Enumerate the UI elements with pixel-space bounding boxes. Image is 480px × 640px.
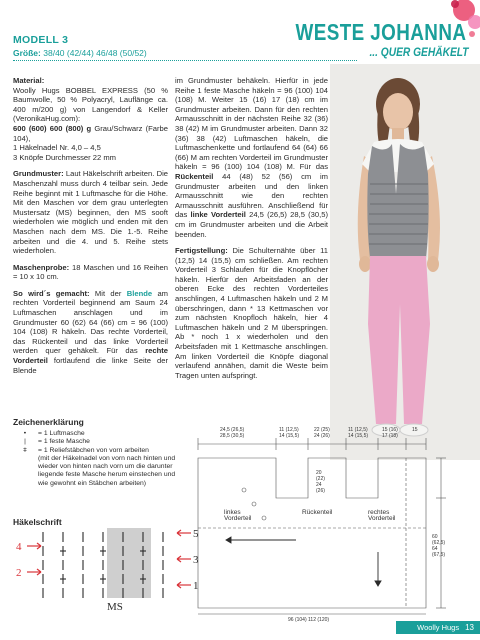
dim-right-front: 15 (16) 17 (18): [382, 427, 398, 439]
legend-text: = 1 feste Masche: [38, 438, 90, 446]
label-back: Rückenteil: [302, 509, 333, 516]
material-amount: 600 (600) 600 (800) g: [13, 123, 92, 133]
maschenprobe-text: 18 Maschen und 16 Reihen = 10 x 10 cm.: [13, 262, 168, 282]
finishing-section: [175, 246, 328, 380]
single-crochet-symbol: |: [24, 438, 26, 446]
instructions-column-2: [175, 76, 328, 387]
instructions-section: [13, 289, 168, 375]
dim-shoulder-left: 11 (12,5) 14 (15,5): [279, 427, 300, 439]
row-label-5: 5: [193, 528, 199, 540]
continued-text-3: 24,5 (26,5) 28,5 (30,5) cm im Grundmuster arbeiten und die Arbeit beenden.: [175, 210, 328, 239]
label-right-front: rechtes Vorderteil: [368, 509, 396, 522]
material-heading: Material:: [13, 76, 45, 85]
legend-title: Zeichenerklärung: [13, 417, 84, 427]
page-title: WESTE JOHANNA: [295, 19, 466, 45]
chain-stitch-symbol: •: [23, 430, 27, 437]
footer-brand: Woolly Hugs: [417, 623, 460, 632]
size-line: [13, 48, 147, 58]
grundmuster-text: Laut Häkelschrift arbeiten. Die Maschenzahl muss durch 4 teilbar sein. Jede Reihe beginnt mit 1 Luftmasche für die Höhe. Mit den Maschen vor dem grau unterlegten Mustersatz (MS) beginnen, den MS sooft wiederholen wie möglich und enden mit den Maschen nach dem MS. Die 1.-5. Reihe arbeiten und die 4. und 5. Reihe stets wiederholen.: [13, 169, 168, 256]
dim-back: 22 (25) 24 (26): [314, 427, 330, 439]
model-photo: [330, 64, 480, 460]
page-footer: [396, 621, 480, 634]
blende-keyword: Blende: [126, 288, 153, 298]
size-label: Größe:: [13, 48, 41, 58]
back-keyword: Rückenteil: [175, 171, 214, 181]
dim-band: 15: [412, 427, 418, 433]
label-left-front: linkes Vorderteil: [224, 509, 252, 522]
maschenprobe-section: [13, 263, 168, 282]
row-label-1: 1: [193, 580, 199, 592]
row-label-4: 4: [16, 541, 22, 553]
material-hook: 1 Häkelnadel Nr. 4,0 – 4,5: [13, 143, 101, 153]
material-section: [13, 76, 168, 162]
continued-instructions: [175, 76, 328, 239]
dim-width: 96 (104) 112 (120): [288, 617, 330, 623]
legend-item: [18, 438, 178, 446]
row-label-3: 3: [193, 554, 199, 566]
legend: [18, 430, 178, 488]
legend-text: = 1 Luftmasche: [38, 430, 85, 437]
grundmuster-heading: Grundmuster:: [13, 169, 64, 179]
page-subtitle: ... QUER GEHÄKELT: [369, 45, 468, 59]
material-text: Woolly Hugs BOBBEL EXPRESS (50 % Baumwolle, 50 % Polyacryl, Lauflänge ca. 400 m/200 g) von Langendorf & Keller (VeronikaHug.com):: [13, 85, 168, 124]
page-number: 13: [465, 623, 474, 632]
legend-note: (mit der Häkelnadel von vorn nach hinten und wieder von hinten nach vorn um die darunter liegende feste Masche herum einstechen und wie gewohnt ein Stäbchen arbeiten): [38, 454, 176, 487]
relief-stitch-symbol: ǂ: [23, 446, 27, 454]
direction-arrows: [226, 537, 381, 586]
right-front-keyword: rechte Vorderteil: [13, 346, 168, 366]
instructions-text-2: am rechten Vorderteil beginnend am Saum 24 Luftmaschen anschlagen und im Grundmuster 60 (62) 64 (66) cm = 96 (100) 104 (108) R häkeln. Das rechte Vorderteil, das Rückenteil und das linke Vorderteil werden quer gehäkelt. Für das: [13, 288, 168, 356]
dim-armhole: 20 (22) 24 (26): [316, 470, 325, 494]
legend-item: [18, 447, 178, 455]
maschenprobe-heading: Maschenprobe:: [13, 262, 70, 272]
dim-left-front: 24,5 (26,5) 28,5 (30,5): [220, 427, 245, 439]
grundmuster-section: [13, 169, 168, 255]
crochet-chart-title: Häkelschrift: [13, 517, 62, 527]
instructions-text-1: Mit der: [89, 288, 127, 298]
continued-text-2: 44 (48) 52 (56) cm im Grundmuster arbeiten und den linken Armausschnitt wie den rechten Armausschnitt ausführen. Anschließend für das: [175, 171, 328, 220]
instructions-heading: So wird´s gemacht:: [13, 288, 90, 298]
left-front-keyword: linke Vorderteil: [190, 210, 246, 220]
model-number: MODELL 3: [13, 34, 69, 46]
garment-schematic: [196, 418, 458, 623]
continued-text-1: im Grundmuster behäkeln. Hierfür in jede Reihe 1 feste Masche häkeln = 96 (100) 104 (108) M. Weiter 15 (16) 17 (18) cm im Grundmuster arbeiten. Dann für den rechten Armausschnitt in der nächsten Reihe 32 (36) 38 (42) M im Grundmuster arbeiten. Dann 32 (36) 38 (42) Luftmaschen häkeln, die Luftmaschenkette und fortlaufend 64 (64) 66 (66) M am rechten Vorderteil im Grundmuster häkeln = 96 (100) 104 (108) M. Für das: [175, 76, 328, 172]
instructions-column-1: [13, 76, 168, 382]
header-divider: [13, 60, 357, 61]
pattern-repeat-highlight: [107, 528, 151, 598]
dim-length: 60 (62,5) 64 (67,5): [432, 534, 446, 558]
material-buttons: 3 Knöpfe Durchmesser 22 mm: [13, 152, 116, 162]
size-value: 38/40 (42/44) 46/48 (50/52): [43, 48, 147, 58]
instructions-text-3: fortlaufend die linke Seite der Blende: [13, 356, 168, 375]
material-color: Grau/Schwarz (Farbe 104),: [13, 123, 168, 143]
finishing-heading: Fertigstellung:: [175, 246, 228, 256]
row-label-2: 2: [16, 567, 22, 579]
legend-text: = 1 Reliefstäbchen von vorn arbeiten: [38, 446, 149, 454]
crochet-chart: [13, 528, 203, 600]
pattern-repeat-label: MS: [107, 601, 123, 613]
finishing-text: Die Schulternähte über 11 (12,5) 14 (15,5) cm schließen. Am rechten Vorderteil 3 Schlaufen für die Knopflöcher häkeln. Hierfür den Arbeitsfaden an der oberen Ecke des rechten Vorderteiles anschlingen, 4 Luftmaschen häkeln und 2 M überschringen, dann * 13 Kettmaschen vor zum nächsten Knopfloch häkeln, hier 4 Luftmaschen häkeln und 2 M überspringen. Ab * noch 1 x wiederholen und den Arbeitsfaden mit 1 Kettmasche anschlingen. Am linken Vorderteil die Knöpfe diagonal verlaufend annähen, damit die Weste beim Tragen unten aufspringt.: [175, 246, 328, 380]
legend-item: [18, 430, 178, 438]
dim-shoulder-right: 11 (12,5) 14 (15,5): [348, 427, 369, 439]
